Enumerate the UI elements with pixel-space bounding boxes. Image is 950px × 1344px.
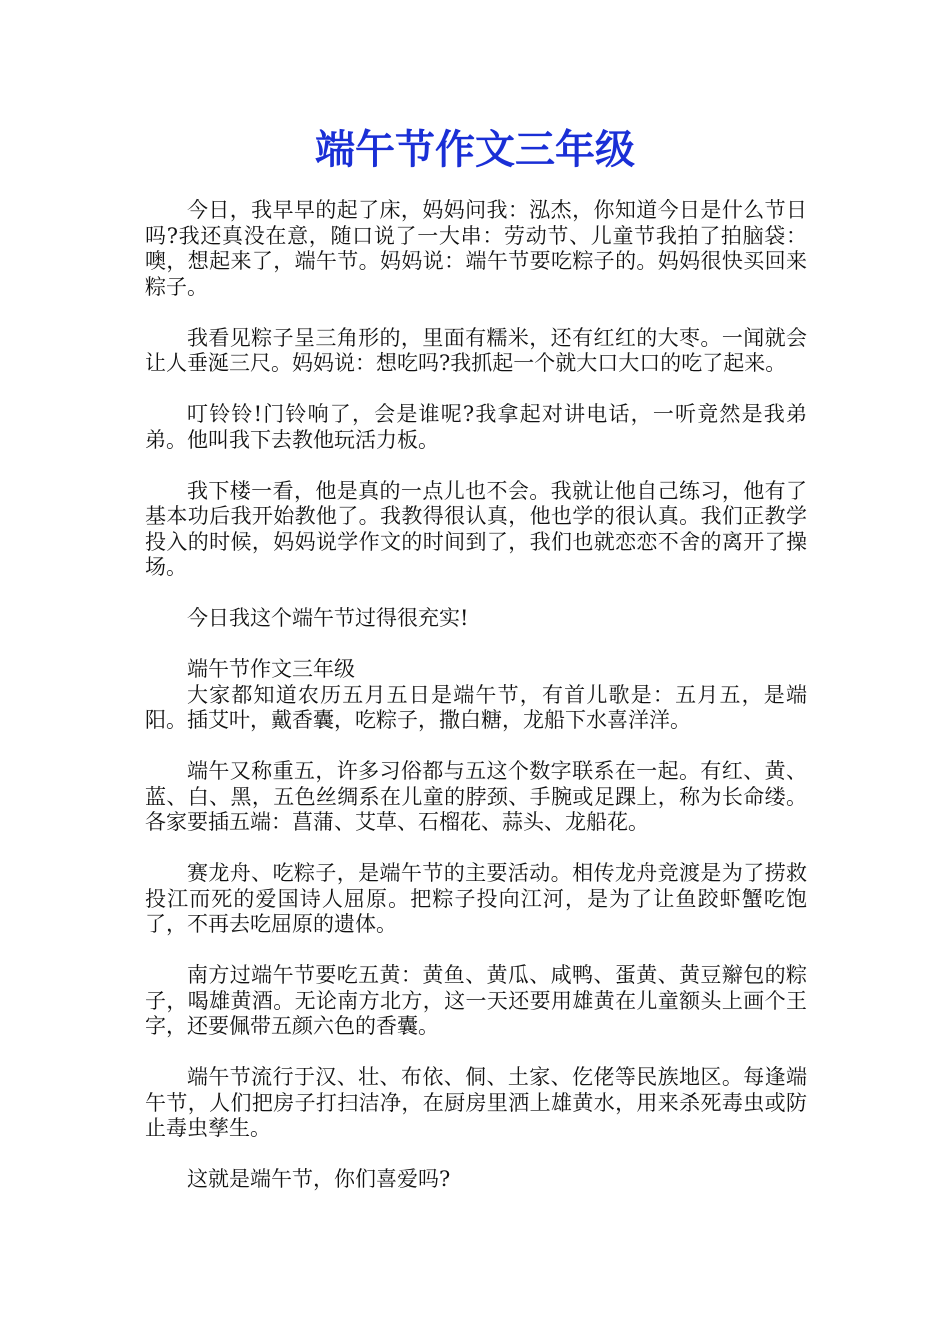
section-heading: 端午节作文三年级	[187, 657, 355, 681]
paragraph: 大家都知道农历五月五日是端午节，有首儿歌是：五月五，是端阳。插艾叶，戴香囊，吃粽子，撒白糖，龙船下水喜洋洋。	[145, 682, 807, 732]
paragraph: 今日我这个端午节过得很充实!	[187, 606, 469, 630]
paragraph: 叮铃铃!门铃响了，会是谁呢?我拿起对讲电话，一听竟然是我弟弟。他叫我下去教他玩活力板。	[145, 402, 807, 452]
paragraph: 这就是端午节，你们喜爱吗?	[187, 1167, 451, 1191]
paragraph: 南方过端午节要吃五黄：黄鱼、黄瓜、咸鸭、蛋黄、黄豆辮包的粽子，喝雄黄酒。无论南方北方，这一天还要用雄黄在儿童额头上画个王字，还要佩带五颜六色的香囊。	[145, 963, 807, 1038]
document-body	[145, 198, 807, 1218]
document-title: 端午节作文三年级	[315, 126, 635, 173]
paragraph: 端午又称重五，许多习俗都与五这个数字联系在一起。有红、黄、蓝、白、黑，五色丝绸系在儿童的脖颈、手腕或足踝上，称为长命缕。各家要插五端：菖蒲、艾草、石榴花、蒜头、龙船花。	[145, 759, 807, 834]
paragraph: 我下楼一看，他是真的一点儿也不会。我就让他自己练习，他有了基本功后我开始教他了。我教得很认真，他也学的很认真。我们正教学投入的时候，妈妈说学作文的时间到了，我们也就恋恋不舍的离开了操场。	[145, 478, 807, 579]
paragraph: 今日，我早早的起了床，妈妈问我：泓杰，你知道今日是什么节日吗?我还真没在意，随口说了一大串：劳动节、儿童节我拍了拍脑袋：噢，想起来了，端午节。妈妈说：端午节要吃粽子的。妈妈很快买回来粽子。	[145, 198, 807, 299]
paragraph: 端午节流行于汉、壮、布依、侗、土家、仡佬等民族地区。每逢端午节，人们把房子打扫洁净，在厨房里洒上雄黄水，用来杀死毒虫或防止毒虫孳生。	[145, 1065, 807, 1140]
paragraph: 我看见粽子呈三角形的，里面有糯米，还有红红的大枣。一闻就会让人垂涎三尺。妈妈说：想吃吗?我抓起一个就大口大口的吃了起来。	[145, 325, 807, 375]
paragraph: 赛龙舟、吃粽子，是端午节的主要活动。相传龙舟竞渡是为了捞救投江而死的爱国诗人屈原。把粽子投向江河，是为了让鱼跤虾蟹吃饱了，不再去吃屈原的遗体。	[145, 861, 807, 936]
